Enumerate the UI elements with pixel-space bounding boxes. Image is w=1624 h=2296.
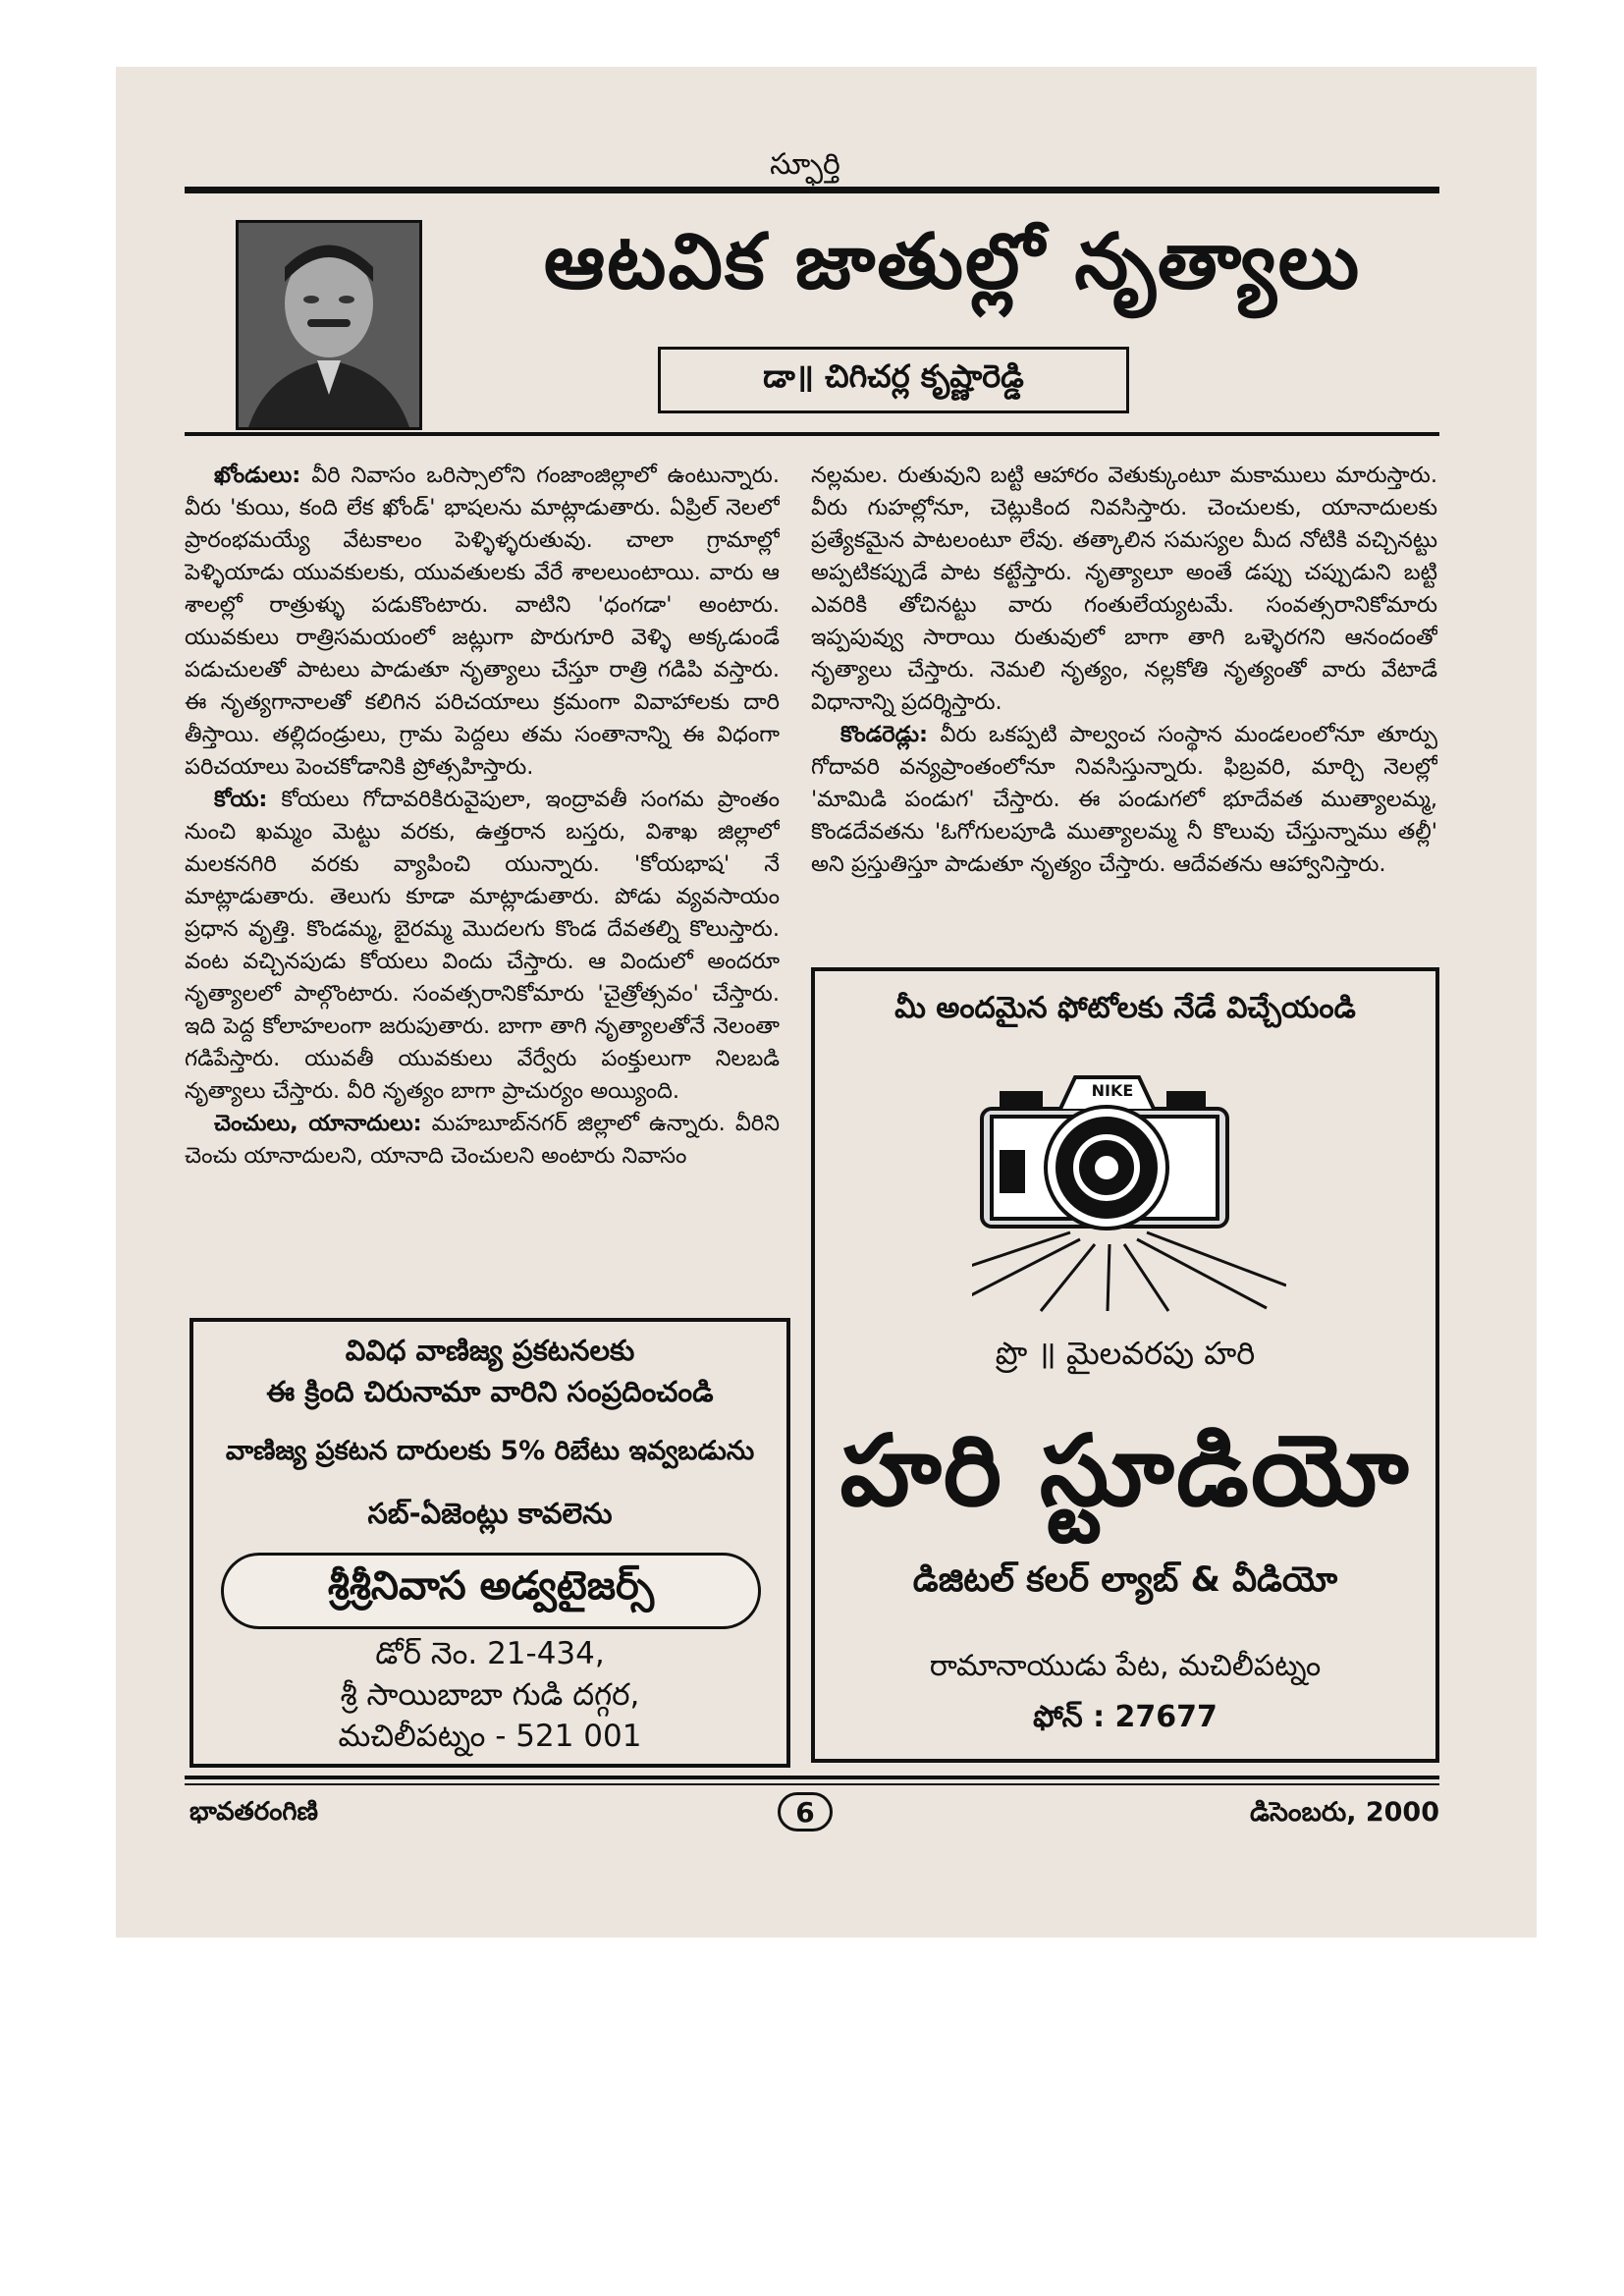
article-column-left xyxy=(185,460,780,1304)
paragraph-lead: కొండరెడ్లు: xyxy=(840,722,929,747)
title-rule xyxy=(185,432,1439,436)
paragraph-text: మహబూబ్‌నగర్ జిల్లాలో ఉన్నారు. వీరిని చెంచు యానాదులని, యానాది చెంచులని అంటారు నివాసం xyxy=(185,1111,780,1169)
page-number: 6 xyxy=(778,1792,833,1831)
article-paragraph xyxy=(185,1108,780,1173)
paragraph-text: వీరు ఒకప్పటి పాల్వంచ సంస్థాన మండలంలోనూ తూర్పు గోదావరి వన్యప్రాంతంలోనూ నివసిస్తున్నారు. ఫిబ్రవరి, మార్చి నెలల్లో 'మామిడి పండుగ' చేస్తారు. ఈ పండుగలో భూదేవత ముత్యాలమ్మ, కొండదేవతను 'ఓగోగులపూడి ముత్యాలమ్మ నీ కొలువు చేస్తున్నాము తల్లీ' అని ప్రస్తుతిస్తూ పాడుతూ నృత్యం చేస్తారు. ఆదేవతను ఆహ్వానిస్తారు. xyxy=(811,722,1437,877)
footer-magazine-name: భావతరంగిణి xyxy=(189,1797,319,1827)
footer-date: డిసెంబరు, 2000 xyxy=(1249,1797,1439,1828)
agency-address-line-2: శ్రీ సాయిబాబా గుడి దగ్గర, xyxy=(340,1677,640,1713)
agency-address-line-1: డోర్ నెం. 21-434, xyxy=(375,1636,605,1671)
author-photo xyxy=(236,220,422,430)
agency-address-line-3: మచిలీపట్నం - 521 001 xyxy=(338,1719,642,1754)
paragraph-text: కోయలు గోదావరికిరువైపులా, ఇంద్రావతీ సంగమ ప్రాంతం నుంచి ఖమ్మం మెట్టు వరకు, ఉత్తరాన బస్తరు, విశాఖ జిల్లాలో మలకనగిరి వరకు వ్యాపించి యున్నారు. 'కోయభాష' నే మాట్లాడుతారు. తెలుగు కూడా మాట్లాడుతారు. పోడు వ్యవసాయం ప్రధాన వృత్తి. కొండమ్మ, బైరమ్మ మొదలగు కొండ దేవతల్ని కొలుస్తారు. వంట వచ్చినపుడు కోయలు విందు చేస్తారు. ఆ విందులో అందరూ నృత్యాలలో పాల్గొంటారు. సంవత్సరానికోమారు 'చైత్రోత్సవం' చేస్తారు. ఇది పెద్ద కోలాహలంగా జరుపుతారు. బాగా తాగి నృత్యాలతోనే నెలంతా గడిపేస్తారు. యువతీ యువకులు వేర్వేరు పంక్తులుగా నిలబడి నృత్యాలు చేస్తారు. వీరి నృత్యం బాగా ప్రాచుర్యం అయ్యింది. xyxy=(185,787,780,1104)
paragraph-lead: ఖోండులు: xyxy=(214,463,301,488)
article-paragraph xyxy=(185,784,780,1108)
paragraph-lead: కోయ: xyxy=(214,787,268,812)
magazine-header-word: స్ఫూర్తి xyxy=(770,147,840,182)
author-byline: డా॥ చిగిచర్ల కృష్ణారెడ్డి xyxy=(658,347,1129,413)
ad-left-sub-agents-line: సబ్-ఏజెంట్లు కావలెను xyxy=(367,1497,613,1530)
paragraph-lead: చెంచులు, యానాదులు: xyxy=(214,1111,422,1136)
ad-left-line-2: ఈ క్రింది చిరునామా వారిని సంప్రదించండి xyxy=(266,1375,714,1408)
footer-rule-2 xyxy=(185,1783,1439,1785)
studio-phone: ఫోన్ : 27677 xyxy=(1033,1700,1218,1734)
studio-proprietor: ప్రొ ॥ మైలవరపు హరి xyxy=(995,1335,1256,1372)
paragraph-text: వీరి నివాసం ఒరిస్సాలోని గంజాంజిల్లాలో ఉంటున్నారు. వీరు 'కుయి, కంది లేక ఖోండ్' భాషలను మాట్లాడుతారు. ఏప్రిల్ నెలలో ప్రారంభమయ్యే వేటకాలం పెళ్ళిళ్ళరుతువు. చాలా గ్రామాల్లో పెళ్ళియాడు యువకులకు, యువతులకు వేరే శాలలుంటాయి. వారు ఆ శాలల్లో రాత్రుళ్ళు పడుకొంటారు. వాటిని 'ధంగడా' అంటారు. యువకులు రాత్రిసమయంలో జట్లుగా పొరుగూరి వెళ్ళి అక్కడుండే పడుచులతో పాటలు పాడుతూ నృత్యాలు చేస్తూ రాత్రి గడిపి వస్తారు. ఈ నృత్యగానాలతో కలిగిన పరిచయాలు క్రమంగా వివాహాలకు దారి తీస్తాయి. తల్లిదండ్రులు, గ్రామ పెద్దలు తమ సంతానాన్ని ఈ విధంగా పరిచయాలు పెంచకోడానికి ప్రోత్సహిస్తారు. xyxy=(185,463,780,780)
article-column-right xyxy=(811,460,1437,951)
paragraph-text: నల్లమల. రుతువుని బట్టి ఆహారం వెతుక్కుంటూ మకాములు మారుస్తారు. వీరు గుహల్లోనూ, చెట్లుకింద నివసిస్తారు. చెంచులకు, యానాదులకు ప్రత్యేకమైన పాటలంటూ లేవు. తత్కాలిన సమస్యల మీద నోటికి వచ్చినట్టు అప్పటికప్పుడే పాట కట్టేస్తారు. నృత్యాలూ అంతే డప్పు చప్పుడుని బట్టి ఎవరికి తోచినట్టు వారు గంతులేయ్యటమే. సంవత్సరానికోమారు ఇప్పపువ్వు సారాయి రుతువులో బాగా తాగి ఒళ్ళెరగని ఆనందంతో నృత్యాలు చేస్తారు. నెమలి నృత్యం, నల్లకోతి నృత్యంతో వారు వేటాడే విధానాన్ని ప్రదర్శిస్తారు. xyxy=(811,463,1437,715)
ad-left-rebate-line: వాణిజ్య ప్రకటన దారులకు 5% రిబేటు ఇవ్వబడును xyxy=(225,1436,755,1466)
camera-brand-label: NIKE xyxy=(1091,1081,1134,1100)
advertising-agency-ad xyxy=(189,1318,790,1768)
ad-left-line-1: వివిధ వాణిజ్య ప్రకటనలకు xyxy=(345,1334,635,1367)
studio-tagline: మీ అందమైన ఫోటోలకు నేడే విచ్చేయండి xyxy=(894,991,1356,1025)
agency-name-badge: శ్రీశ్రీనివాస అడ్వటైజర్స్ xyxy=(221,1553,761,1629)
author-portrait-icon xyxy=(239,223,419,427)
article-paragraph xyxy=(811,460,1437,719)
studio-name: హరి స్టూడియో xyxy=(839,1413,1411,1528)
studio-services: డిజిటల్ కలర్ ల్యాబ్ & వీడియో xyxy=(912,1560,1338,1600)
footer-rule-1 xyxy=(185,1776,1439,1779)
hari-studio-ad xyxy=(811,967,1439,1763)
studio-address: రామానాయుడు పేట, మచిలీపట్నం xyxy=(929,1649,1322,1683)
header-rule xyxy=(185,187,1439,193)
article-paragraph xyxy=(185,460,780,784)
article-title: ఆటవిక జాతుల్లో నృత్యాలు xyxy=(543,218,1362,306)
article-paragraph xyxy=(811,719,1437,881)
